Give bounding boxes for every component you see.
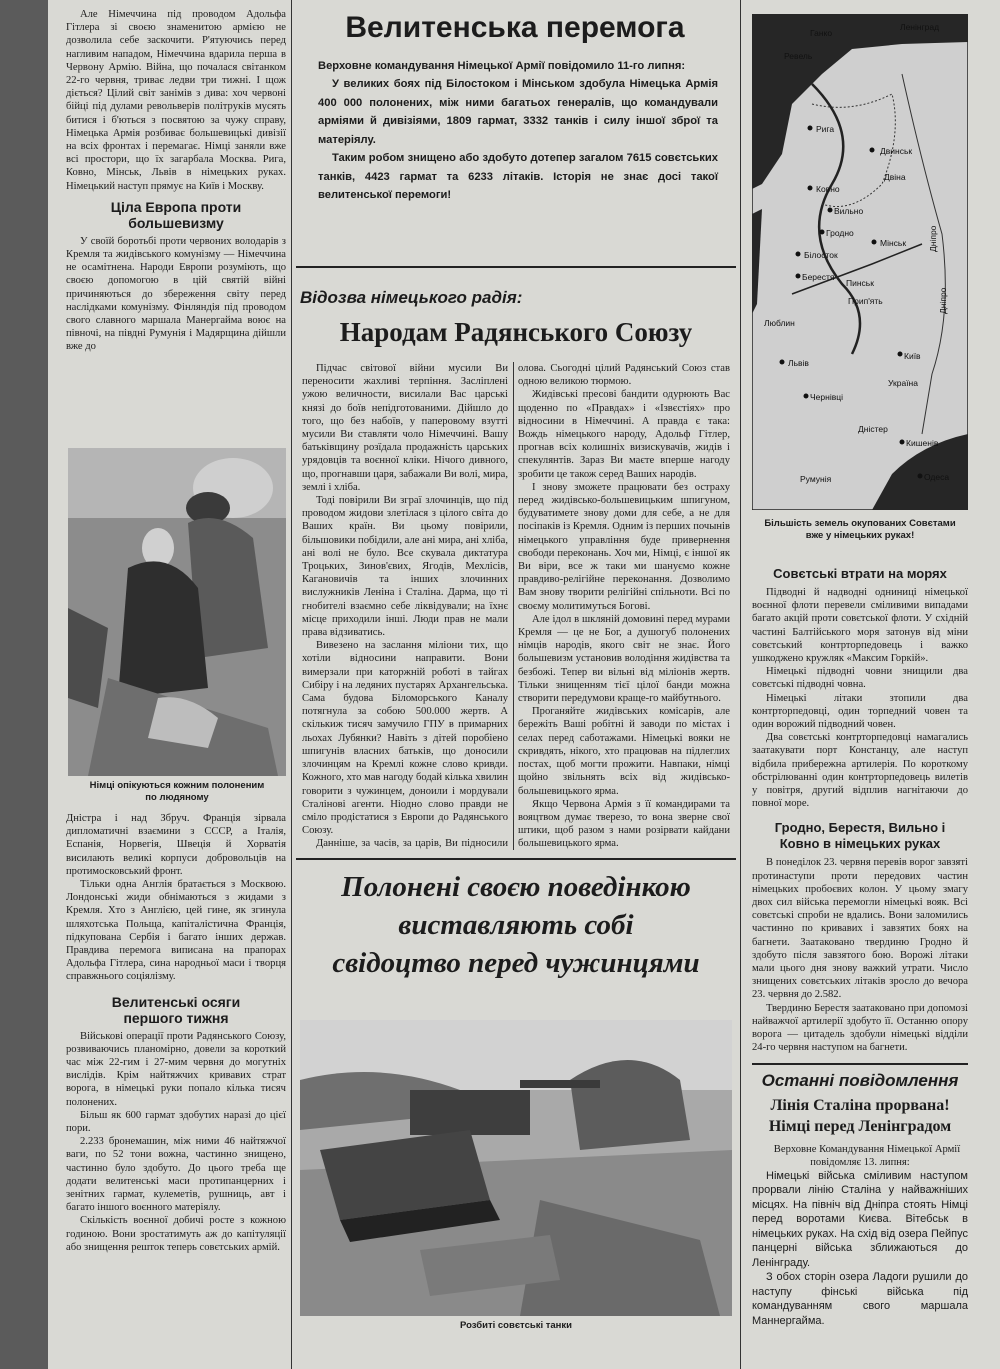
- map-label-odesa: Одеса: [924, 472, 950, 482]
- appeal-column-b: [518, 362, 730, 852]
- latest-para-1: Німецькі війська сміливим наступом прорвали лінію Сталіна у найважніших місцях. На північ від Дніпра стоять Німці перед воротами Києва. Вітебськ в німецьких руках. На схід від озера Пейпус панцерні війська зближаються до Ленінграду.: [752, 1169, 968, 1269]
- latest-intro: Верховне Командування Німецької Армії повідомляє 13. липня:: [773, 1143, 961, 1168]
- prisoners-photo-image: [68, 448, 286, 776]
- prisoners-headline-line-3: свідоцтво перед чужинцями: [332, 947, 700, 979]
- sea-para-2: Німецькі підводні човни знищили два совєтські підводні човна.: [752, 666, 968, 691]
- right-column: [752, 560, 968, 1369]
- map-label-dvina: Двіна: [884, 172, 906, 182]
- guns-paragraph: Більш як 600 гармат здобутих наразі до цієї пори.: [66, 1109, 286, 1135]
- radio-appeal-title: Народам Радянського Союзу: [339, 317, 693, 347]
- map-label-romania: Румунія: [800, 474, 832, 484]
- tanks-photo-image: [300, 1020, 732, 1316]
- latest-para-2: З обох сторін озера Ладоги рушили до наступу фінські війська під командуванням свого маршала Маннергайма.: [752, 1271, 968, 1327]
- front-map: [752, 14, 968, 510]
- map-label-dvinsk: Двинськ: [880, 146, 913, 156]
- lead-totals: Таким робом знищено або здобуто дотепер загалом 7615 совєтських танків, 4423 гармат та 6233 літаків. Історія не знає досі такої велитенської перемоги!: [318, 152, 718, 201]
- column-divider-right: [740, 0, 741, 1369]
- appeal-para-3: Вивезено на заслання міліони тих, що хотіли відносини направити. Вони вимерзали при каторжній роботі в тайгах Сибіру і на ледяних пустарях Архангельська. Сама будова Біломорського Каналу потягнула за собою 500.000 жертв. А скількиж тисяч замучило ГПУ в примарних льохах Лубянки? Навіть з дітей поробіено шпигунів власних батьків, що доносили злочинцям на Кремлі кожне слово кривди. Кожного, хто мав нагоду бодай кілька хвилин говорити з чужинцем, доноили і мордували Сталінові агенти. Ніодно слово правди не сміло продістатися з Европи до Радянського Союзу.: [302, 640, 508, 837]
- appeal-para-5: олова. Сьогодні цілий Радянський Союз став одною великою тюрмою.: [518, 363, 730, 388]
- prisoners-headline-line-2: виставляють собі: [398, 909, 634, 941]
- cities-heading: Гродно, Берестя, Вильно і Ковно в німецьких руках: [774, 820, 946, 852]
- lead-main: У великих боях під Білостоком і Мінськом здобула Німецька Армія 400 000 полонених, між ними багатьох генералів, що командували арміями й дивізіями, 1809 гармат, 3332 танків і силу іншої зброї та матеріялу.: [318, 78, 718, 146]
- appeal-para-6: Жидівські пресові бандити одурюють Вас щоденно по «Правдах» і «Ізвєстіях» про відносини в Німеччині. А правда є така: Вождь німецького народу, Адольф Гітлер, прогнав всіх колишніх визискувачів, жидів і спекулянтів. Зараз Ви маєте вперше нагоду зробити це також серед Ваших народів.: [518, 389, 730, 480]
- appeal-para-4: Данніше, за часів, за царів, Ви підносили: [316, 838, 508, 850]
- appeal-para-2: Тоді повірили Ви зграї злочинців, що під проводом жидови злетілася з цілого світа до Ваших країн. Ви цьому повірили, більшовики побідили, але ані мира, ані хліба, ані волі не було. Все скувала диктатура Троцьких, Зинов'євих, Ягодів, Мехлісів, Кагановичів та інших злочинних вислужників Леніна і Сталіна. Дарма, що ті гнобителі взаємно себе ліквідували; на їхнє місце приходили інші. Люди прав не мали права відзиватись.: [302, 495, 508, 639]
- europe-heading: Ціла Европа проти большевизму: [110, 198, 242, 231]
- sea-losses-heading: Совєтські втрати на морях: [773, 566, 947, 581]
- booty-paragraph: Скількість воєнної добичі росте з кожною годиною. Вони зростатимуть аж до капітуляції або знищення решток теперь совєтських армій.: [66, 1215, 286, 1253]
- appeal-divider: [513, 362, 514, 850]
- prisoners-headline-line-1: Полонені своєю поведінкою: [341, 871, 691, 903]
- map-label-revel: Ревель: [784, 51, 813, 61]
- stalin-line-heading: Лінія Сталіна прорвана! Німці перед Ленінградом: [768, 1096, 952, 1135]
- map-label-kovno: Ковно: [816, 184, 840, 194]
- front-map-image: [752, 14, 968, 510]
- map-label-prypiat: Прип'ять: [848, 296, 883, 306]
- map-label-dnister: Дністер: [858, 424, 888, 434]
- appeal-column-a: [302, 362, 508, 852]
- column-divider-left: [291, 0, 292, 1369]
- appeal-para-10: Якщо Червона Армія з її командирами та вояцтвом думає тверезо, то вона зверне свої штики, щоб разом з нами розірвати кайдани большевицького ярма.: [518, 798, 730, 850]
- main-headline: Велитенська перемога: [345, 11, 685, 44]
- map-label-lviv: Львів: [788, 358, 809, 368]
- map-label-riga: Рига: [816, 124, 835, 134]
- england-paragraph: Тільки одна Англія братається з Москвою. Лондонські жиди обнімаються з жидами з Кремля. Хто з Англією, цей гине, як згинула шляхотська Польща, капіталістична Франція, підкупована Сербія і багато інших держав. Правдива перемога виписана на прапорах Адольфа Гітлера, сина народньої маси і творця справжнього соціялізму.: [66, 879, 286, 983]
- appeal-para-8: Але ідол в шкляній домовині перед мурами Кремля — це не Бог, а душогуб полонених німців народів, якого світ не знає. Його большевизм установив володіння жидівства та безбожі. Тепер ви вільні від міліонів жертв. Тільки знищенням тієї цілої банди можна створити передумови краще-го майбутнього.: [518, 613, 730, 705]
- prisoners-photo-caption: Німці опікуються кожним полоненим по людяному: [89, 780, 265, 803]
- map-label-ukraine: Україна: [888, 378, 918, 388]
- headline-rule: [296, 266, 736, 268]
- tanks-photo-caption: Розбиті совєтські танки: [459, 1320, 573, 1331]
- tanks-photo: [300, 1020, 732, 1316]
- appeal-para-9: Проганяйте жидівських комісарів, але бережіть Ваші робітні й заводи по містах і селах перед саботажами. Німецькі вояки не скривдять, нікого, хто працював на підлеглих постах, щоб могти прожити. Навпаки, німці щойно звільнять всіх від жидівсько-большевицького ярма.: [518, 706, 730, 797]
- sea-para-4: Два совєтські контрторпедовці намагались заатакувати порт Констанцу, але наступ відбила прибережна артилерія. По короткому обстрілюванні один контрторпедовець вилетів у повітря, другий відплив нагнітаючи до повної море.: [752, 732, 968, 810]
- armour-paragraph: 2.233 бронемашин, між ними 46 найтяжчої ваги, по 52 тони вожна, частинно знищено, частинно було здобуто. До цього треба ще додати велитенські маси протипанцерних і зенітних гармат, кулеметів, рушниць, авт і багато іншого воєнного матеріялу.: [66, 1136, 286, 1214]
- map-label-kyiv: Київ: [904, 351, 921, 361]
- first-week-heading: Велитенські осяги першого тижня: [111, 993, 241, 1026]
- prisoners-photo: [68, 448, 286, 776]
- operations-paragraph: Військові операції проти Радянського Союзу, розвиваючись планомірно, довели за короткий час між 22-гим і 27-мим червня до могутніх вислідів. Крім найтяжчих кривавих страт ворога, в німецькі руки попало кілька тисяч полонених.: [66, 1030, 286, 1108]
- map-label-dnipro: Дніпро: [938, 287, 948, 314]
- map-label-dnipro-north: Дніпро: [928, 225, 938, 252]
- sea-para-3: Німецькі літаки зтопили два контрторпедовці, один торпедний човен та один ворожий підводний човен.: [752, 692, 968, 731]
- radio-kicker: Відозва німецького радія:: [300, 288, 523, 307]
- map-label-leningrad: Ленінград: [900, 22, 940, 32]
- map-label-lublin: Люблин: [764, 318, 795, 328]
- countries-paragraph: Дністра і над Збруч. Франція зірвала дипломатичні взаємини з СССР, а Італія, Еспанія, Норвегія, Швеція й Хорватія висилають великі корпуси добровольців на протимосковський фронт.: [66, 813, 286, 877]
- map-label-chernivtsi: Чернівці: [810, 392, 843, 402]
- latest-news-rule: [752, 1063, 968, 1065]
- europe-paragraph: У своїй боротьбі проти червоних володарів з Кремля та жидівського комунізму — Німеччина не осамітнена. Народи Европи розуміють, що своєю допомогою в цій святій війні причиняються до збереження світу перед наслідками комунізму. Фінляндія під проводом свого славного маршала Манергайма воює на півночі, на півдні Румунія і Мадярщина дійшли вже до: [66, 235, 286, 353]
- intro-paragraph: Але Німеччина під проводом Адольфа Гітлера зі своєю знаменитою армією не дозволила себе заскочити. Р'ятуючись перед нагливим нападом, Німеччина вдарила перша в Червону Армію. Війна, що почалася світанком 22-го червня, триває ледви три тижні. І щож діється? Цілий світ занімів з дива: хоч червоні бійці під дулами револьверів політруків мусять битися і б'ються з посвятою за чужу справу, Німецька Армія розбиває большевицькі дивізії на всіх фронтах і перемагає. Німці заняли вже всі простори, що їх загарбала Москва. Рига, Ковно, Мінськ, Львів в німецьких руках. Німецький наступ прямує на Київ і Москву.: [66, 9, 286, 192]
- map-caption: Більшість земель окупованих Совєтами вже у німецьких руках!: [764, 518, 956, 541]
- appeal-para-7: І знову зможете працювати без остраху перед жидівсько-большевицьким шпигуном, будуватимете знову доми для себе, а не для посіпаків із Кремля. Одним із перших почынів німецького управління буде привернення свободи переконань. Хоч ми, Німці, є іншої як Ви віри, все ж таки ми шануємо кожне правдиво-релігійне переконання. Дозволимо Вам знову творити релігійні спільноти. Всі по своєму молитимуться Богові.: [518, 481, 730, 612]
- left-column-lower: [66, 812, 286, 1369]
- map-label-grodno: Гродно: [826, 228, 854, 238]
- lead-intro: Верховне командування Німецької Армії повідомило 11-го липня:: [318, 60, 686, 72]
- map-label-bialystok: Білосток: [804, 250, 838, 260]
- lead-block: [318, 58, 718, 205]
- map-label-berestia: Берестя: [802, 272, 835, 282]
- map-label-minsk: Мінськ: [880, 238, 907, 248]
- cities-para-1: В понеділок 23. червня перевів ворог завзяті протинаступи проти передових частин німецьких пробоєвих колон. У цьому змагу двох сил війська перемогли німецькі вояк. Всі совєтські спроби не вдались. Вони заломились частинно по кривавих і завзятих боях на багнети. Заатаковано твердиню Гродно й здобуто після завзятого бою. Ворожі літаки мали цього дня знову важкий утрати. Число знищених совєтських літаків зросло до вечора 23. червня до 2.582.: [752, 857, 968, 1001]
- appeal-para-1: Підчас світової війни мусили Ви переносити жахливі терпіння. Засліплені ужою величности, висилали Вас царські князі до боїв непідготованими. Дійшло до того, що без набоїв, у паперовому взутті мусили Ви ставляти чоло Німеччині. Вашу батьківщину розїдала продажність царських урядовців та воєнної кліки. Нічого дивного, що, прогнавши царя, забажали Ви волі, мира, землі і хліба.: [302, 363, 508, 493]
- latest-news-heading: Останні повідомлення: [761, 1070, 959, 1090]
- map-label-vilno: Вильно: [834, 206, 864, 216]
- appeal-rule: [296, 858, 736, 860]
- sea-para-1: Підводні й надводні одниниці німецької воєнної флоти перевели сміливими випадами багато акцій проти совєтської флоти. У східній частині Балтійського моря затонув від міни совєтський контрторпедовець і важко ушкоджено кружляк «Максим Горкій».: [752, 587, 968, 665]
- prisoners-headline: [296, 868, 736, 982]
- cities-para-2: Твердиню Берестя заатаковано при допомозі найважчої артилерії здобуто її. Останню опору ворога — цитадель здобули німецькі відділи 24-го червня наступом на багнети.: [752, 1002, 968, 1054]
- map-label-kishinev: Кишенів: [906, 438, 939, 448]
- map-label-pinsk: Пинськ: [846, 278, 874, 288]
- map-label-hanko: Ганко: [810, 28, 833, 38]
